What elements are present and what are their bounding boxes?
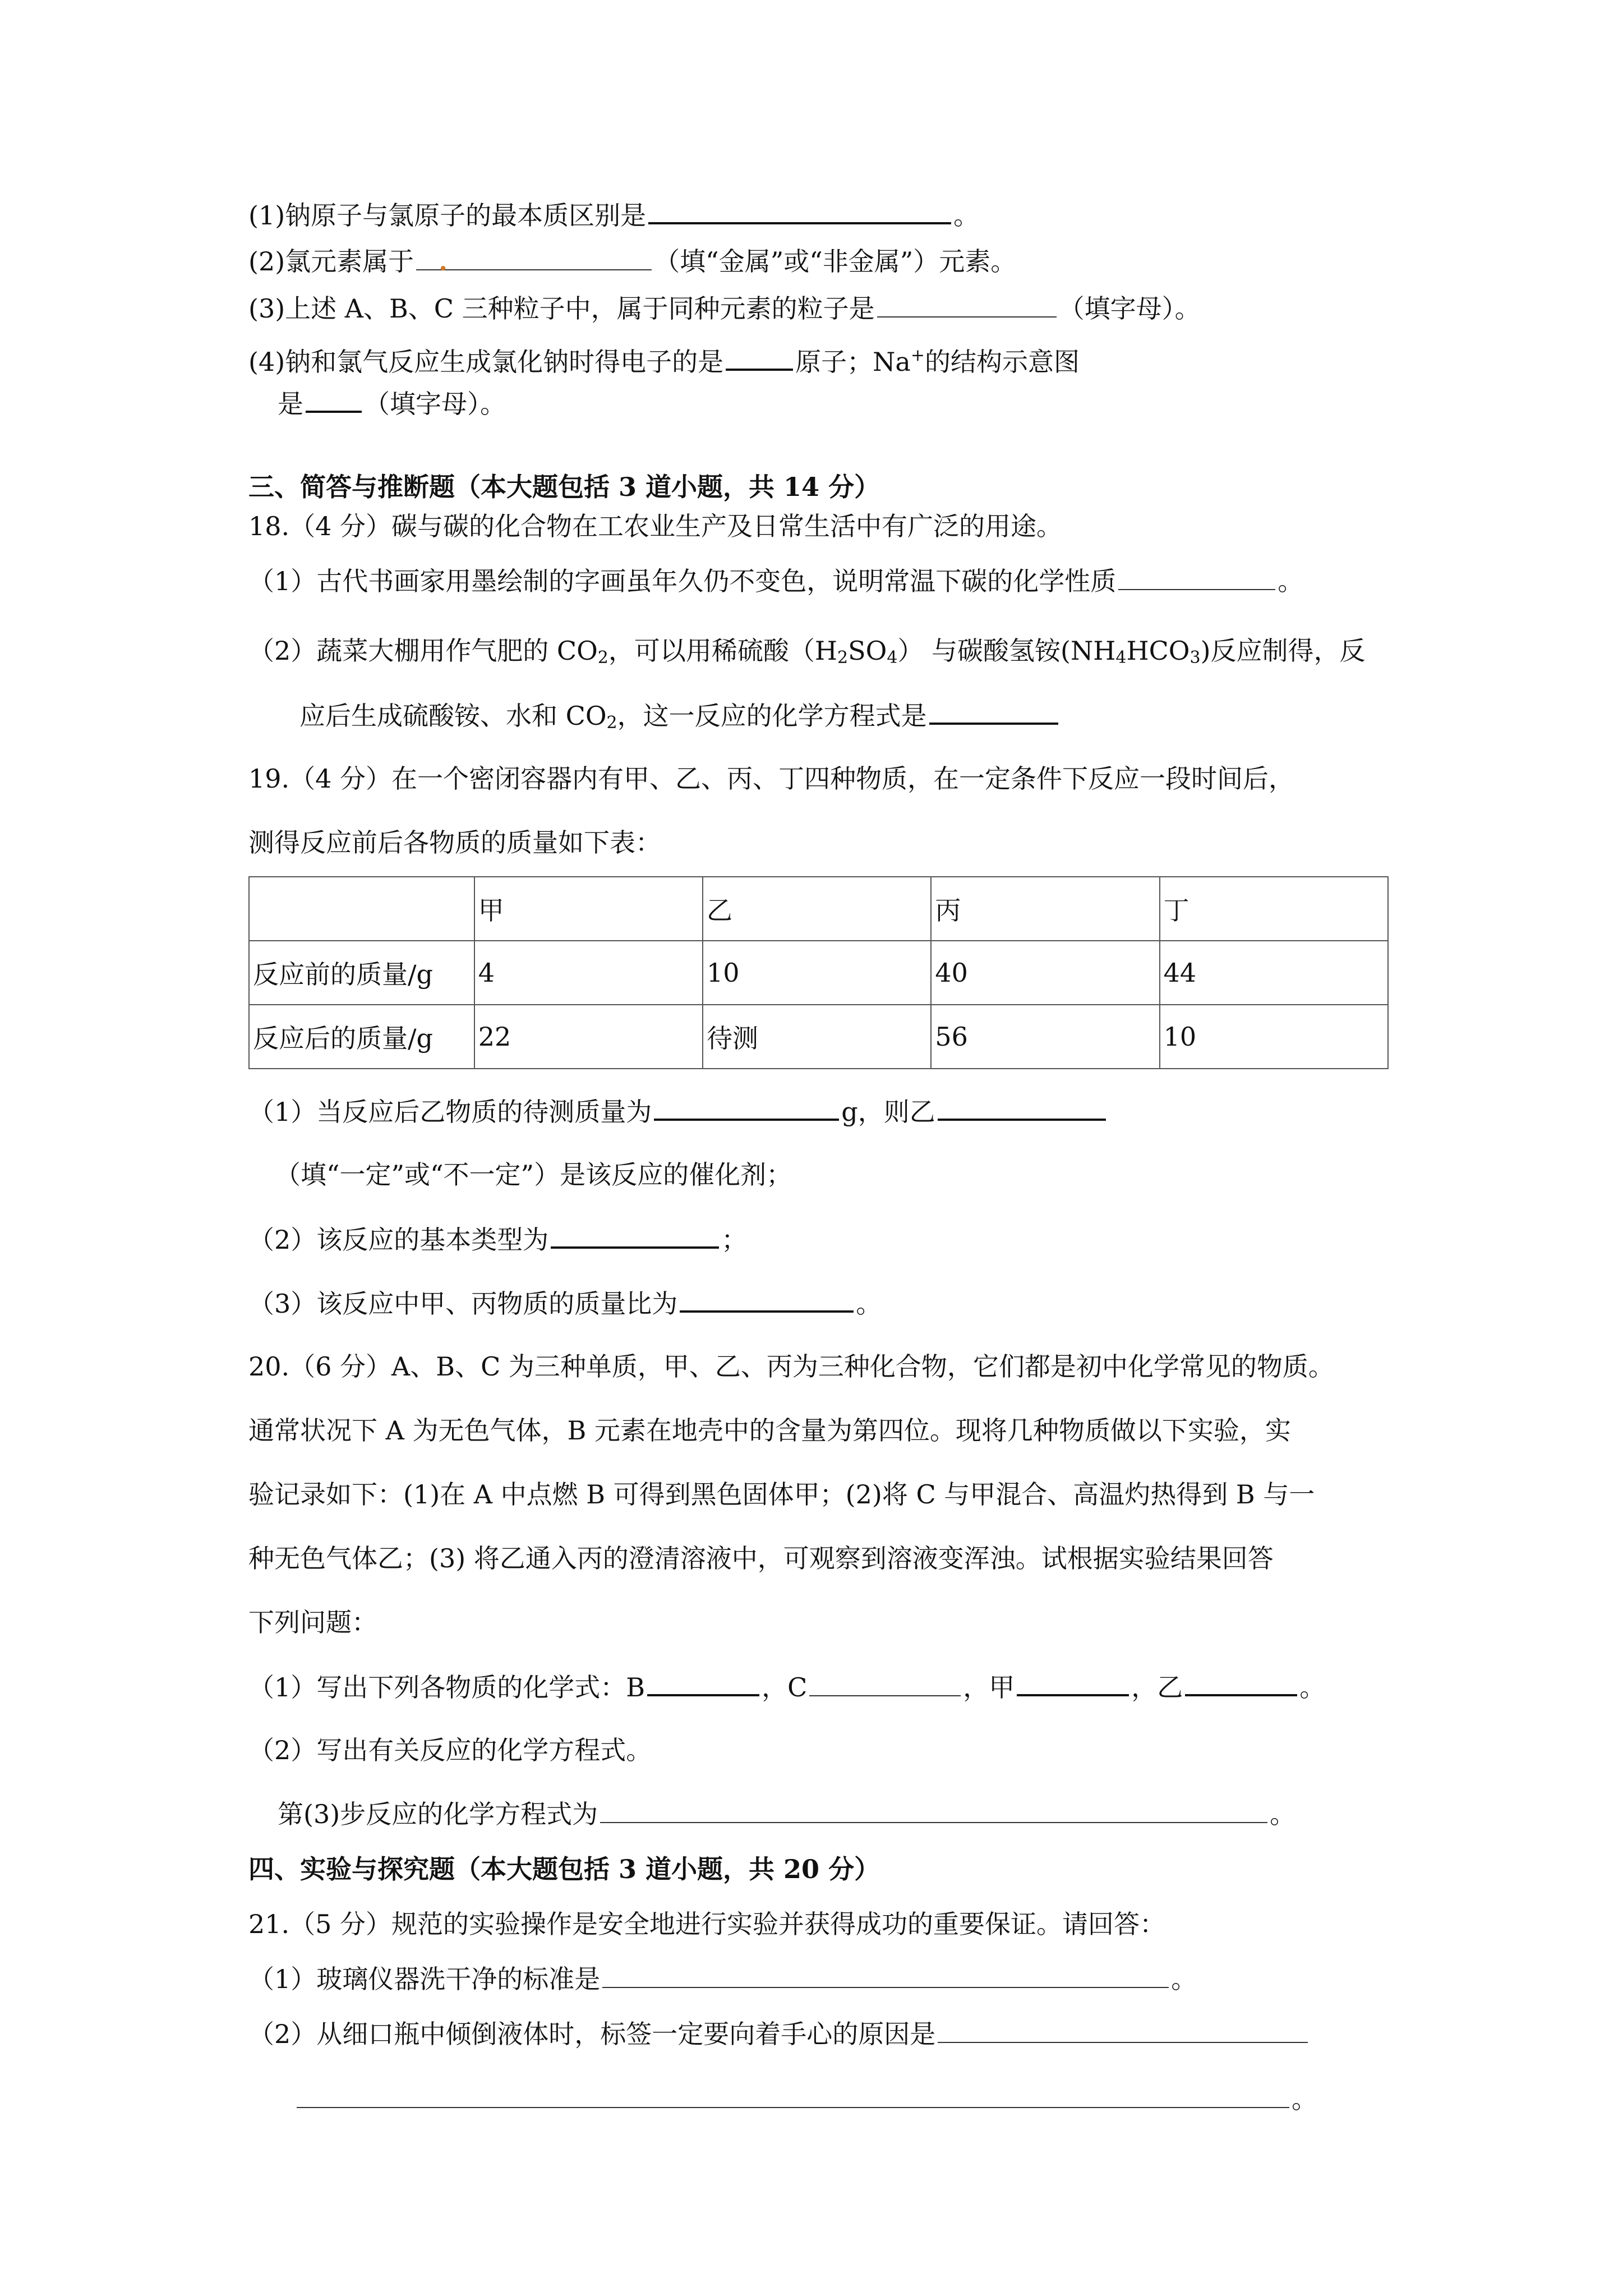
answer-blank[interactable]: [602, 1962, 1169, 1988]
q19-intro-1: 19.（4 分）在一个密闭容器内有甲、乙、丙、丁四种物质，在一定条件下反应一段时间后，: [248, 763, 1295, 794]
q19-part-2: （2）该反应的基本类型为 ；: [248, 1222, 747, 1257]
question-4: (4)钠和氯气反应生成氯化钠时得电子的是 原子；Na+的结构示意图: [248, 339, 1080, 379]
q20-line-3: 验记录如下：(1)在 A 中点燃 B 可得到黑色固体甲；(2)将 C 与甲混合、高温灼热得到 B 与一: [248, 1479, 1315, 1510]
answer-blank[interactable]: [654, 1094, 839, 1121]
q20-line-5: 下列问题：: [248, 1607, 377, 1637]
q21-part-2-continued: 。: [294, 2082, 1317, 2116]
q18-intro: 18.（4 分）碳与碳的化合物在工农业生产及日常生活中有广泛的用途。: [248, 511, 1063, 541]
q21-part-1: （1）玻璃仪器洗干净的标准是 。: [248, 1962, 1197, 1996]
answer-blank[interactable]: [877, 292, 1057, 318]
table-cell: 40: [931, 941, 1159, 1005]
q18-part-2: （2）蔬菜大棚用作气肥的 $CO_2$，可以用稀硫酸$(H_2SO_4)$ 与碳酸氢铵$(NH_4HCO_3)$反应制得，反: [248, 636, 1366, 668]
q20-line-4: 种无色气体乙；(3) 将乙通入丙的澄清溶液中，可观察到溶液变浑浊。试根据实验结果回答: [248, 1543, 1274, 1573]
answer-blank[interactable]: .: [416, 245, 652, 270]
answer-blank[interactable]: [938, 1094, 1106, 1121]
answer-blank[interactable]: [726, 344, 793, 371]
q20-part-1: （1）写出下列各物质的化学式：B ，C ，甲 ，乙 。: [248, 1669, 1325, 1704]
answer-blank[interactable]: [551, 1222, 719, 1249]
q19-part-1: （1）当反应后乙物质的待测质量为 g，则乙: [248, 1094, 1108, 1129]
table-cell: 10: [703, 941, 931, 1005]
table-cell: 44: [1160, 941, 1388, 1005]
question-2: (2)氯元素属于 . （填“金属”或“非金属”）元素。: [248, 245, 1016, 278]
table-cell: 反应前的质量/g: [249, 941, 474, 1005]
table-cell: 乙: [703, 877, 931, 941]
table-header-row: [249, 877, 1388, 941]
table-cell: [249, 877, 474, 941]
q18-part-1: （1）古代书画家用墨绘制的字画虽年久仍不变色，说明常温下碳的化学性质 。: [248, 564, 1303, 598]
answer-blank[interactable]: [1118, 564, 1275, 590]
table-cell: 待测: [703, 1005, 931, 1069]
answer-blank[interactable]: [680, 1286, 854, 1313]
q20-part-2: （2）写出有关反应的化学方程式。: [248, 1735, 652, 1765]
q20-line-2: 通常状况下 A 为无色气体，B 元素在地壳中的含量为第四位。现将几种物质做以下实验，实: [248, 1415, 1291, 1446]
answer-blank[interactable]: [297, 2082, 1289, 2108]
q19-part-3: （3）该反应中甲、丙物质的质量比为 。: [248, 1286, 882, 1320]
q19-intro-2: 测得反应前后各物质的质量如下表：: [248, 827, 661, 858]
answer-blank[interactable]: [1185, 1669, 1297, 1696]
answer-blank[interactable]: [929, 698, 1058, 725]
table-cell: 4: [474, 941, 703, 1005]
answer-blank[interactable]: [1017, 1669, 1129, 1696]
table-cell: 10: [1160, 1005, 1388, 1069]
table-cell: 反应后的质量/g: [249, 1005, 474, 1069]
section-3-heading: 三、简答与推断题（本大题包括 3 道小题，共 14 分）: [248, 472, 880, 502]
question-1: (1)钠原子与氯原子的最本质区别是 。: [248, 197, 979, 232]
table-cell: 丙: [931, 877, 1159, 941]
q19-part-1-continued: （填“一定”或“不一定”）是该反应的催化剂；: [275, 1159, 792, 1190]
table-cell: 56: [931, 1005, 1159, 1069]
q20-line-1: 20.（6 分）A、B、C 为三种单质，甲、乙、丙为三种化合物，它们都是初中化学常见的物质。: [248, 1351, 1334, 1382]
table-row: [249, 1005, 1388, 1069]
table-cell: 22: [474, 1005, 703, 1069]
answer-blank[interactable]: [647, 1669, 759, 1696]
q21-intro: 21.（5 分）规范的实验操作是安全地进行实验并获得成功的重要保证。请回答：: [248, 1909, 1166, 1939]
answer-blank[interactable]: [600, 1797, 1267, 1823]
answer-blank[interactable]: [648, 197, 951, 224]
question-4-continued: 是 （填字母）。: [278, 386, 506, 421]
q20-part-3: 第(3)步反应的化学方程式为 。: [278, 1797, 1295, 1831]
section-4-heading: 四、实验与探究题（本大题包括 3 道小题，共 20 分）: [248, 1854, 880, 1884]
table-cell: 丁: [1160, 877, 1388, 941]
mass-table: [248, 876, 1389, 1069]
answer-blank[interactable]: [938, 2017, 1308, 2043]
answer-blank[interactable]: [809, 1671, 961, 1696]
question-3: (3)上述 A、B、C 三种粒子中，属于同种元素的粒子是 （填字母）。: [248, 292, 1201, 325]
answer-blank[interactable]: [306, 386, 362, 413]
table-row: [249, 941, 1388, 1005]
table-cell: 甲: [474, 877, 703, 941]
q21-part-2: （2）从细口瓶中倾倒液体时，标签一定要向着手心的原因是: [248, 2017, 1310, 2051]
q18-part-2-continued: 应后生成硫酸铵、水和 $CO_2$，这一反应的化学方程式是: [299, 698, 1061, 740]
